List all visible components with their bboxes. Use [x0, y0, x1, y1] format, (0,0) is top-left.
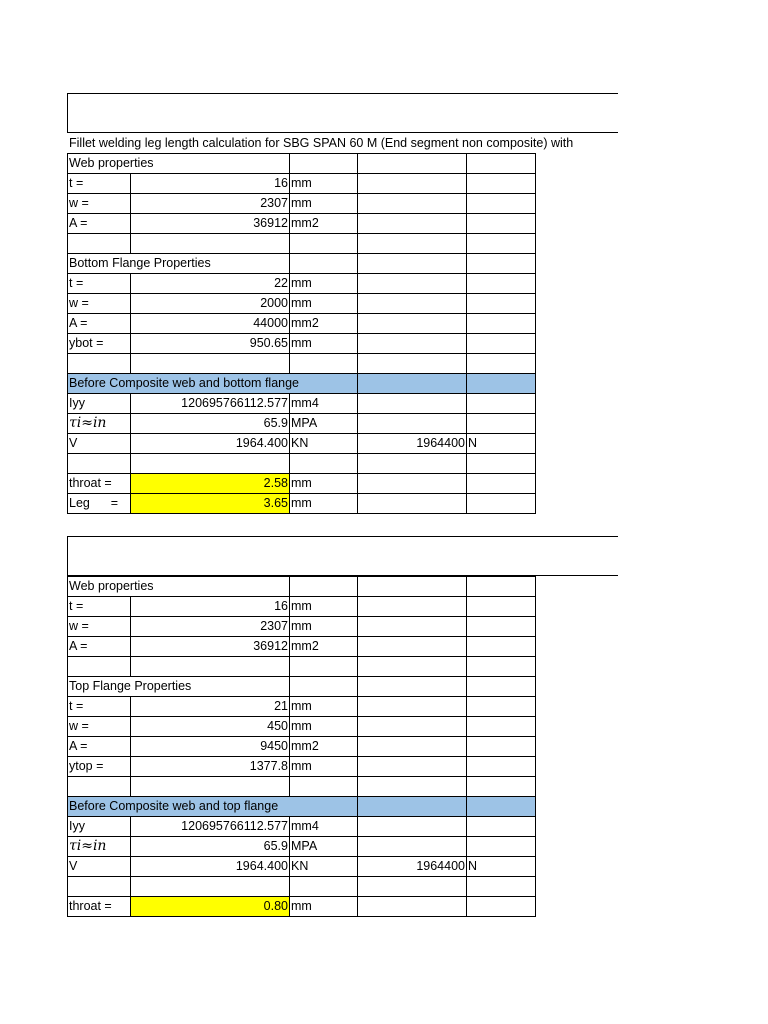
flange-properties-label: Top Flange Properties — [68, 677, 290, 697]
table-row: w = 2307 mm — [68, 194, 536, 214]
section-header-row — [68, 797, 536, 817]
table-row: w = 2000 mm — [68, 294, 536, 314]
table-row — [68, 454, 536, 474]
table-row — [68, 577, 536, 597]
throat-value: 0.80 — [131, 897, 290, 917]
leg-value: 3.65 — [131, 494, 290, 514]
table-row — [68, 354, 536, 374]
section-label: Before Composite web and bottom flange — [68, 374, 358, 394]
web-properties-label: Web properties — [68, 577, 290, 597]
bottom-flange-table — [67, 153, 536, 514]
title-box-2 — [67, 536, 618, 576]
table-row — [68, 234, 536, 254]
table-row: V 1964.400 KN 1964400 N — [68, 434, 536, 454]
table-row — [68, 254, 536, 274]
table-row: t = 21 mm — [68, 697, 536, 717]
table-row — [68, 877, 536, 897]
web-properties-label: Web properties — [68, 154, 290, 174]
table-row: t = 16 mm — [68, 597, 536, 617]
table-row: ytop = 1377.8 mm — [68, 757, 536, 777]
table-row: τi≈in 65.9 MPA — [68, 837, 536, 857]
table-row: ybot = 950.65 mm — [68, 334, 536, 354]
table-row: Iyy 120695766112.577 mm4 — [68, 817, 536, 837]
flange-properties-label: Bottom Flange Properties — [68, 254, 290, 274]
table-row — [68, 777, 536, 797]
throat-value: 2.58 — [131, 474, 290, 494]
top-flange-table — [67, 576, 536, 917]
table-row: τi≈in 65.9 MPA — [68, 414, 536, 434]
throat-row: throat = 0.80 mm — [68, 897, 536, 917]
sheet-heading: Fillet welding leg length calculation for SBG SPAN 60 M (End segment non composite) with — [69, 136, 574, 150]
table-row: t = 22 mm — [68, 274, 536, 294]
table-row — [68, 154, 536, 174]
table-row: Iyy 120695766112.577 mm4 — [68, 394, 536, 414]
table-row — [68, 677, 536, 697]
table-row: w = 2307 mm — [68, 617, 536, 637]
table-row — [68, 657, 536, 677]
table-row: V 1964.400 KN 1964400 N — [68, 857, 536, 877]
table-row: A = 9450 mm2 — [68, 737, 536, 757]
section-label: Before Composite web and top flange — [68, 797, 358, 817]
leg-row: Leg = 3.65 mm — [68, 494, 536, 514]
table-row: A = 44000 mm2 — [68, 314, 536, 334]
tau-symbol: τi≈in — [69, 415, 107, 431]
throat-row: throat = 2.58 mm — [68, 474, 536, 494]
section-header-row — [68, 374, 536, 394]
table-row: w = 450 mm — [68, 717, 536, 737]
table-row: A = 36912 mm2 — [68, 214, 536, 234]
table-row: A = 36912 mm2 — [68, 637, 536, 657]
table-row: t = 16 mm — [68, 174, 536, 194]
tau-symbol: τi≈in — [69, 838, 107, 854]
title-box-1 — [67, 93, 618, 133]
